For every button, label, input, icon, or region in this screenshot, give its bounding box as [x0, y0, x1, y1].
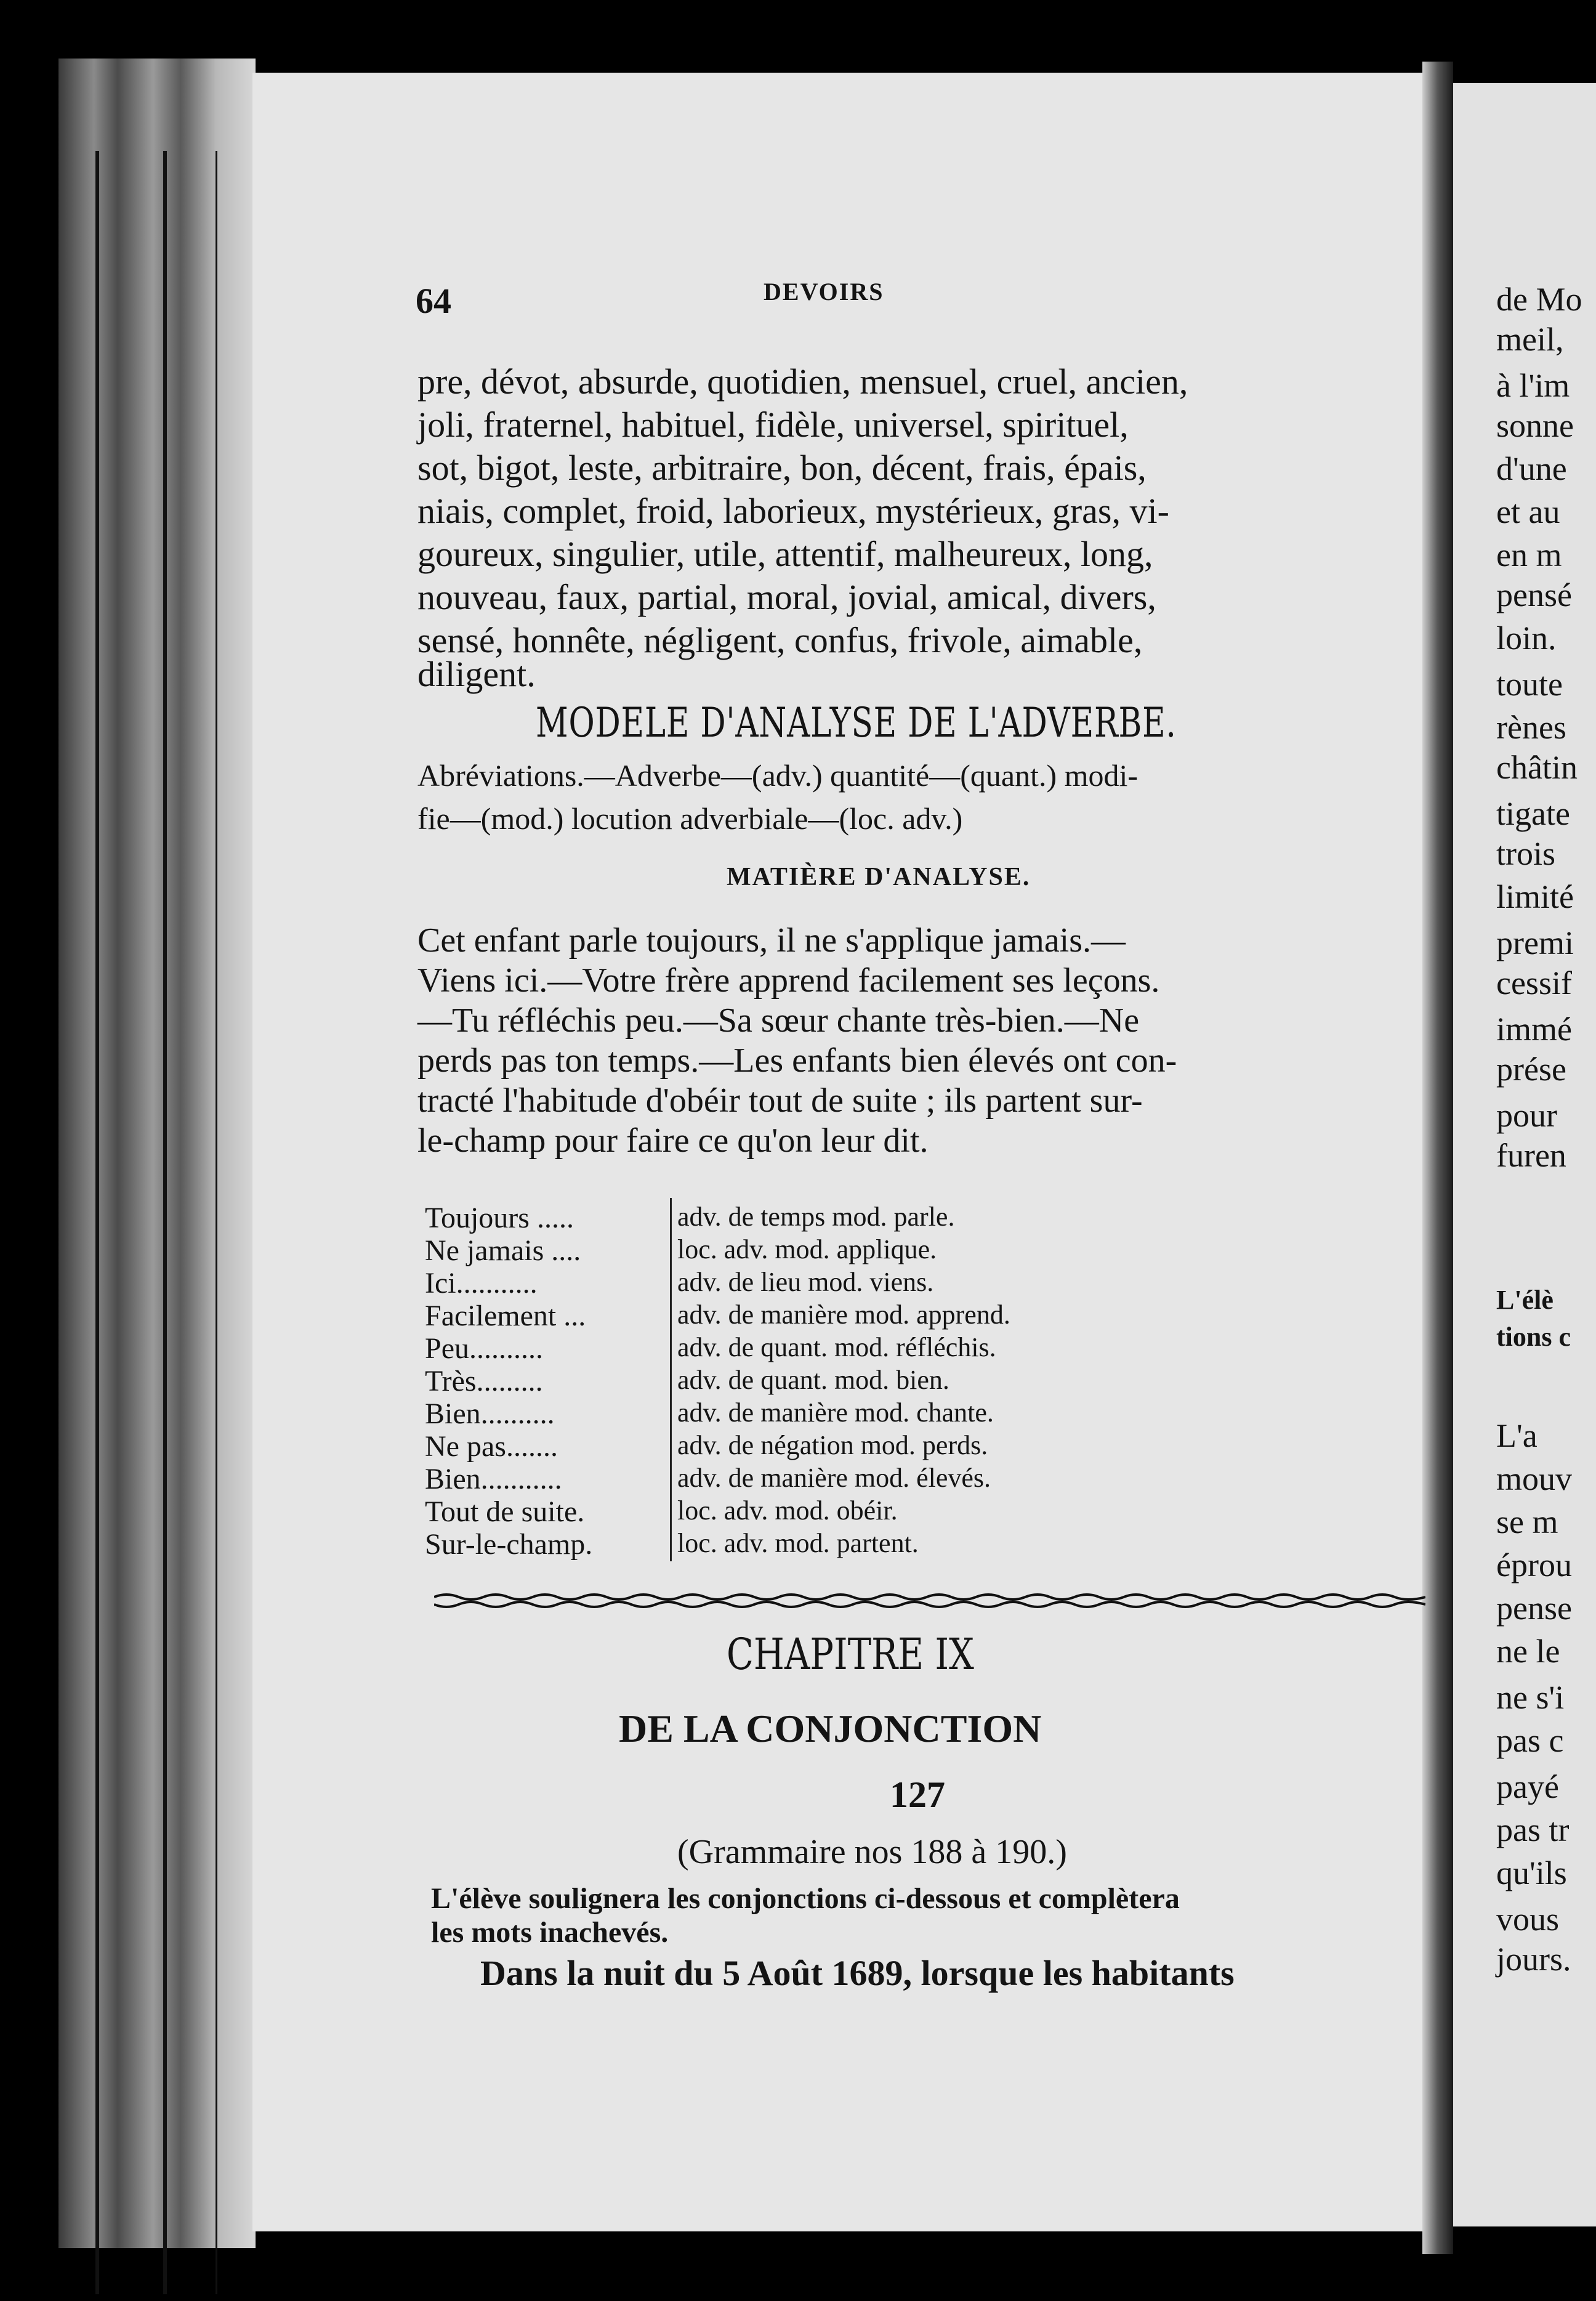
- matiere-heading: MATIÈRE D'ANALYSE.: [727, 863, 1031, 891]
- right-page-text: meil,: [1496, 321, 1564, 358]
- exercise-line: le-champ pour faire ce qu'on leur dit.: [417, 1122, 929, 1160]
- analysis-word: Toujours .....: [425, 1202, 574, 1234]
- right-page-text: cessif: [1496, 964, 1572, 1001]
- spine-shadow-line: [163, 151, 167, 2294]
- right-page-fragment: [1453, 83, 1596, 2226]
- right-page-text: trois: [1496, 835, 1556, 872]
- right-page-text: prése: [1496, 1051, 1566, 1088]
- analysis-word: Tout de suite.: [425, 1495, 585, 1528]
- right-page-text: ne le: [1496, 1633, 1560, 1670]
- right-page-text: mouv: [1496, 1460, 1573, 1497]
- right-page-text: à l'im: [1496, 367, 1570, 404]
- instruction-line: les mots inachevés.: [431, 1916, 669, 1949]
- right-page-text: châtin: [1496, 749, 1578, 786]
- right-page-text: pas c: [1496, 1722, 1564, 1759]
- text-line: Dans la nuit du 5 Août 1689, lorsque les habitants: [480, 1953, 1235, 1993]
- spine-shadow-line: [216, 151, 217, 2294]
- exercise-line: tracté l'habitude d'obéir tout de suite ; ils partent sur-: [417, 1082, 1143, 1120]
- right-page-text: pensé: [1496, 576, 1572, 613]
- analysis-word: Ne jamais ....: [425, 1234, 581, 1267]
- right-page-text: pas tr: [1496, 1811, 1570, 1848]
- right-page-text: en m: [1496, 536, 1562, 573]
- analysis-value: loc. adv. mod. obéir.: [677, 1495, 898, 1526]
- model-heading: MODELE D'ANALYSE DE L'ADVERBE.: [536, 699, 1177, 746]
- analysis-value: adv. de manière mod. chante.: [677, 1397, 994, 1428]
- analysis-value: adv. de manière mod. élevés.: [677, 1463, 991, 1493]
- analysis-value: adv. de lieu mod. viens.: [677, 1267, 934, 1297]
- word-list-line: sensé, honnête, négligent, confus, frivole, aimable,: [417, 620, 1143, 660]
- right-page-text: qu'ils: [1496, 1854, 1567, 1891]
- right-page-text: L'élè: [1496, 1285, 1554, 1315]
- analysis-word: Sur-le-champ.: [425, 1528, 593, 1561]
- right-page-text: premi: [1496, 924, 1574, 961]
- word-list-line: pre, dévot, absurde, quotidien, mensuel, cruel, ancien,: [417, 362, 1188, 402]
- right-page-text: toute: [1496, 666, 1563, 703]
- exercise-number: 127: [890, 1774, 945, 1815]
- abbreviations-line: fie—(mod.) locution adverbiale—(loc. adv.): [417, 801, 963, 836]
- right-page-text: pour: [1496, 1097, 1557, 1134]
- right-page-text: limité: [1496, 878, 1574, 915]
- analysis-value: adv. de temps mod. parle.: [677, 1202, 955, 1232]
- word-list-line: joli, fraternel, habituel, fidèle, universel, spirituel,: [417, 405, 1129, 445]
- exercise-line: Viens ici.—Votre frère apprend facilement ses leçons.: [417, 961, 1160, 1000]
- right-page-text: éprou: [1496, 1547, 1572, 1583]
- analysis-word: Peu..........: [425, 1332, 543, 1365]
- right-page-text: se m: [1496, 1503, 1558, 1540]
- running-title: DEVOIRS: [764, 278, 884, 305]
- ornamental-rule: [434, 1591, 1425, 1611]
- right-page-text: furen: [1496, 1137, 1566, 1174]
- right-page-text: rènes: [1496, 709, 1566, 746]
- exercise-line: perds pas ton temps.—Les enfants bien élevés ont con-: [417, 1041, 1177, 1080]
- right-page-text: ne s'i: [1496, 1679, 1565, 1716]
- analysis-value: loc. adv. mod. applique.: [677, 1234, 937, 1264]
- right-page-text: tions c: [1496, 1322, 1571, 1352]
- right-page-text: sonne: [1496, 407, 1574, 444]
- word-list-line: diligent.: [417, 654, 536, 694]
- right-page-text: pense: [1496, 1590, 1572, 1627]
- right-page-text: d'une: [1496, 450, 1567, 487]
- exercise-line: —Tu réfléchis peu.—Sa sœur chante très-bien.—Ne: [417, 1001, 1140, 1040]
- analysis-value: loc. adv. mod. partent.: [677, 1528, 919, 1558]
- word-list-line: nouveau, faux, partial, moral, jovial, amical, divers,: [417, 577, 1156, 617]
- analysis-word: Facilement ...: [425, 1300, 586, 1332]
- instruction-line: L'élève soulignera les conjonctions ci-dessous et complètera: [431, 1882, 1180, 1915]
- word-list-line: sot, bigot, leste, arbitraire, bon, décent, frais, épais,: [417, 448, 1147, 488]
- analysis-value: adv. de négation mod. perds.: [677, 1430, 988, 1460]
- analysis-word: Très.........: [425, 1365, 543, 1397]
- right-page-text: tigate: [1496, 795, 1570, 832]
- book-spine: [58, 59, 256, 2248]
- word-list-line: niais, complet, froid, laborieux, mystérieux, gras, vi-: [417, 491, 1169, 531]
- grammar-reference: (Grammaire nos 188 à 190.): [677, 1833, 1067, 1871]
- right-page-text: de Mo: [1496, 281, 1582, 318]
- right-page-text: vous: [1496, 1901, 1560, 1938]
- exercise-line: Cet enfant parle toujours, il ne s'applique jamais.—: [417, 921, 1126, 960]
- right-page-text: L'a: [1496, 1417, 1538, 1454]
- analysis-word: Ici...........: [425, 1267, 538, 1300]
- right-page-text: et au: [1496, 493, 1560, 530]
- analysis-value: adv. de quant. mod. réfléchis.: [677, 1332, 996, 1362]
- analysis-word: Bien...........: [425, 1463, 562, 1495]
- spine-shadow-line: [95, 151, 99, 2294]
- page-gutter: [1422, 62, 1453, 2254]
- analysis-value: adv. de quant. mod. bien.: [677, 1365, 949, 1395]
- word-list-line: goureux, singulier, utile, attentif, malheureux, long,: [417, 534, 1153, 574]
- page-number: 64: [416, 281, 451, 321]
- right-page-text: payé: [1496, 1768, 1559, 1805]
- right-page-text: immé: [1496, 1011, 1572, 1048]
- analysis-word: Ne pas.......: [425, 1430, 558, 1463]
- abbreviations-line: Abréviations.—Adverbe—(adv.) quantité—(quant.) modi-: [417, 758, 1139, 793]
- analysis-divider: [670, 1198, 672, 1561]
- chapter-title: CHAPITRE IX: [727, 1629, 974, 1680]
- right-page-text: jours.: [1496, 1941, 1571, 1978]
- right-page-text: loin.: [1496, 620, 1557, 657]
- analysis-word: Bien..........: [425, 1397, 555, 1430]
- analysis-value: adv. de manière mod. apprend.: [677, 1300, 1010, 1330]
- chapter-subtitle: DE LA CONJONCTION: [619, 1707, 1042, 1750]
